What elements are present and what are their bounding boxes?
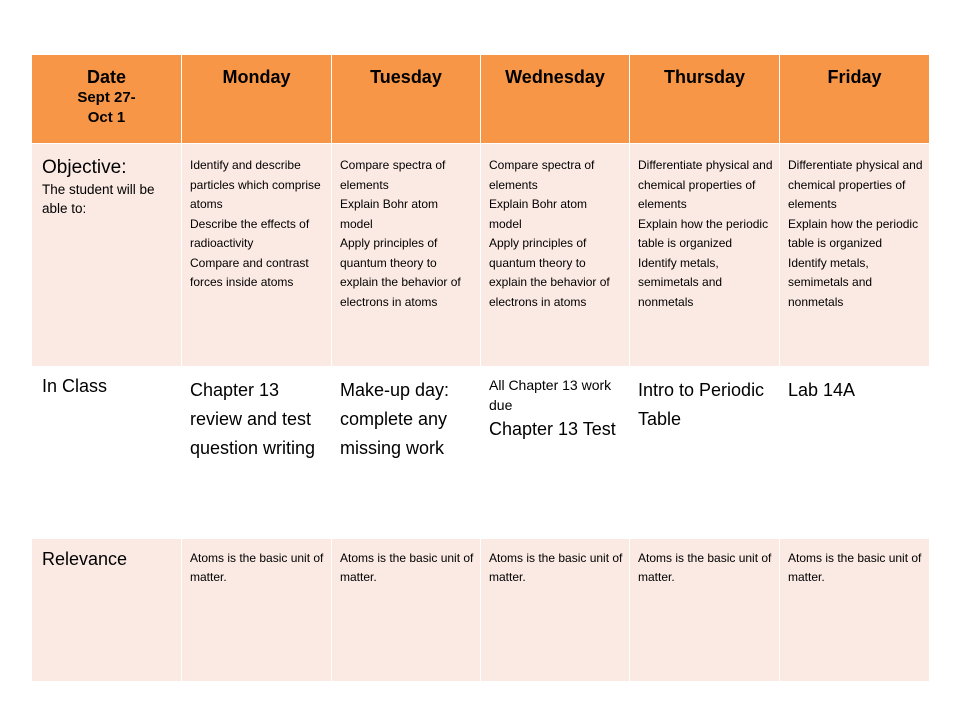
relevance-label: Relevance	[32, 539, 182, 682]
in-class-wednesday	[481, 367, 630, 539]
relevance-tuesday: Atoms is the basic unit of matter.	[332, 539, 481, 682]
relevance-wednesday: Atoms is the basic unit of matter.	[481, 539, 630, 682]
objective-tuesday: Compare spectra of elements Explain Bohr atom model Apply principles of quantum theory to explain the behavior of electrons in atoms	[332, 144, 481, 367]
monday-header: Monday	[182, 55, 332, 144]
lesson-plan-table	[31, 54, 930, 682]
wednesday-test: Chapter 13 Test	[489, 419, 616, 439]
thursday-header: Thursday	[630, 55, 780, 144]
objective-sublabel: The student will be able to:	[42, 182, 155, 216]
in-class-row	[32, 367, 930, 539]
relevance-monday: Atoms is the basic unit of matter.	[182, 539, 332, 682]
relevance-friday: Atoms is the basic unit of matter.	[780, 539, 930, 682]
in-class-tuesday: Make-up day: complete any missing work	[332, 367, 481, 539]
friday-header: Friday	[780, 55, 930, 144]
date-label: Date	[86, 67, 126, 87]
tuesday-header: Tuesday	[332, 55, 481, 144]
objective-monday: Identify and describe particles which comprise atoms Describe the effects of radioactivity Compare and contrast forces inside atoms	[182, 144, 332, 367]
objective-wednesday: Compare spectra of elements Explain Bohr atom model Apply principles of quantum theory to explain the behavior of electrons in atoms	[481, 144, 630, 367]
in-class-thursday: Intro to Periodic Table	[630, 367, 780, 539]
date-range-line1: Sept 27-	[77, 89, 136, 106]
objective-thursday: Differentiate physical and chemical properties of elements Explain how the periodic table is organized Identify metals, semimetals and nonmetals	[630, 144, 780, 367]
wednesday-note: All Chapter 13 work due	[489, 377, 612, 413]
objective-label: Objective:	[42, 157, 127, 178]
relevance-row	[32, 539, 930, 682]
in-class-friday: Lab 14A	[780, 367, 930, 539]
wednesday-header: Wednesday	[481, 55, 630, 144]
objective-row	[32, 144, 930, 367]
date-range-line2: Oct 1	[87, 109, 126, 126]
date-header	[32, 55, 182, 144]
in-class-monday: Chapter 13 review and test question writing	[182, 367, 332, 539]
relevance-thursday: Atoms is the basic unit of matter.	[630, 539, 780, 682]
objective-label-cell	[32, 144, 182, 367]
header-row	[32, 55, 930, 144]
in-class-label: In Class	[32, 367, 182, 539]
objective-friday: Differentiate physical and chemical properties of elements Explain how the periodic table is organized Identify metals, semimetals and nonmetals	[780, 144, 930, 367]
